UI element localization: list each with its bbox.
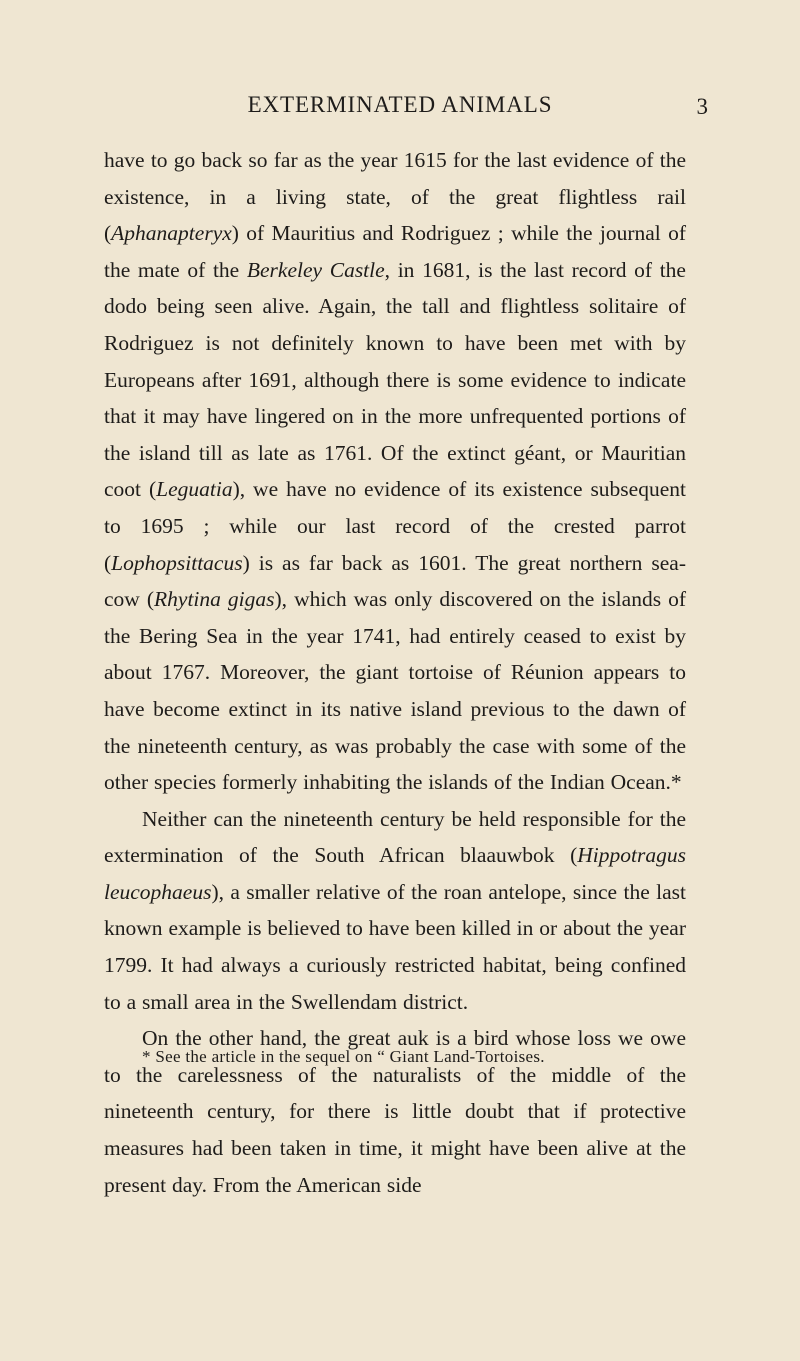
page-number: 3	[696, 94, 708, 119]
paragraph-1	[104, 142, 686, 801]
paragraph-2	[104, 801, 686, 1021]
text-run: ), we have no evidence of its existence subsequent to 1695 ; while our last record of the crested parrot (	[104, 477, 686, 575]
text-run: , in 1681, is the last record of the dodo being seen alive. Again, the tall and flightless solitaire of Rodriguez is not definitely known to have been met with by Europeans after 1691, although there is some evidence to indicate that it may have lingered on in the more unfrequented portions of the island till as late as 1761. Of the extinct géant, or Mauritian coot (	[104, 257, 686, 502]
text-run: have to go back so far as the year 1615 for the last evidence of the existence, in a living state, of the great flightless rail (	[104, 148, 686, 246]
taxon-leguatia: Leguatia	[156, 477, 233, 502]
taxon-lophopsittacus: Lophopsittacus	[111, 550, 243, 575]
text-run: ), a smaller relative of the roan antelope, since the last known example is believed to have been killed in or about the year 1799. It had always a curiously restricted habitat, being confined to a small area in the Swellendam district.	[104, 879, 686, 1014]
ship-name-berkeley-castle: Berkeley Castle	[246, 257, 385, 282]
text-run: ) is as far back as 1601. The great northern sea-cow (	[104, 550, 686, 612]
taxon-aphanapteryx: Aphanapteryx	[111, 221, 232, 246]
taxon-rhytina-gigas: Rhytina gigas	[154, 587, 275, 612]
text-run: ), which was only discovered on the islands of the Bering Sea in the year 1741, had entirely ceased to exist by about 1767. Moreover, the giant tortoise of Réunion appears to have become extinct in its native island previous to the dawn of the nineteenth century, as was probably the case with some of the other species formerly inhabiting the islands of the Indian Ocean.*	[104, 587, 687, 795]
text-run: Neither can the nineteenth century be held responsible for the extermination of the South African blaauwbok (	[104, 806, 686, 868]
running-head: EXTERMINATED ANIMALS	[247, 92, 553, 117]
page-header	[0, 92, 800, 128]
footnote: * See the article in the sequel on “ Giant Land-Tortoises.	[142, 1047, 545, 1066]
taxon-hippotragus-leucophaeus: Hippotragus leucophaeus	[104, 843, 686, 904]
text-run: ) of Mauritius and Rodriguez ; while the journal of the mate of the	[104, 221, 686, 282]
paragraph-3: On the other hand, the great auk is a bird whose loss we owe to the carelessness of the naturalists of the middle of the nineteenth century, for there is little doubt that if protective measures had been taken in time, it might have been alive at the present day. From the American side	[104, 1026, 686, 1197]
